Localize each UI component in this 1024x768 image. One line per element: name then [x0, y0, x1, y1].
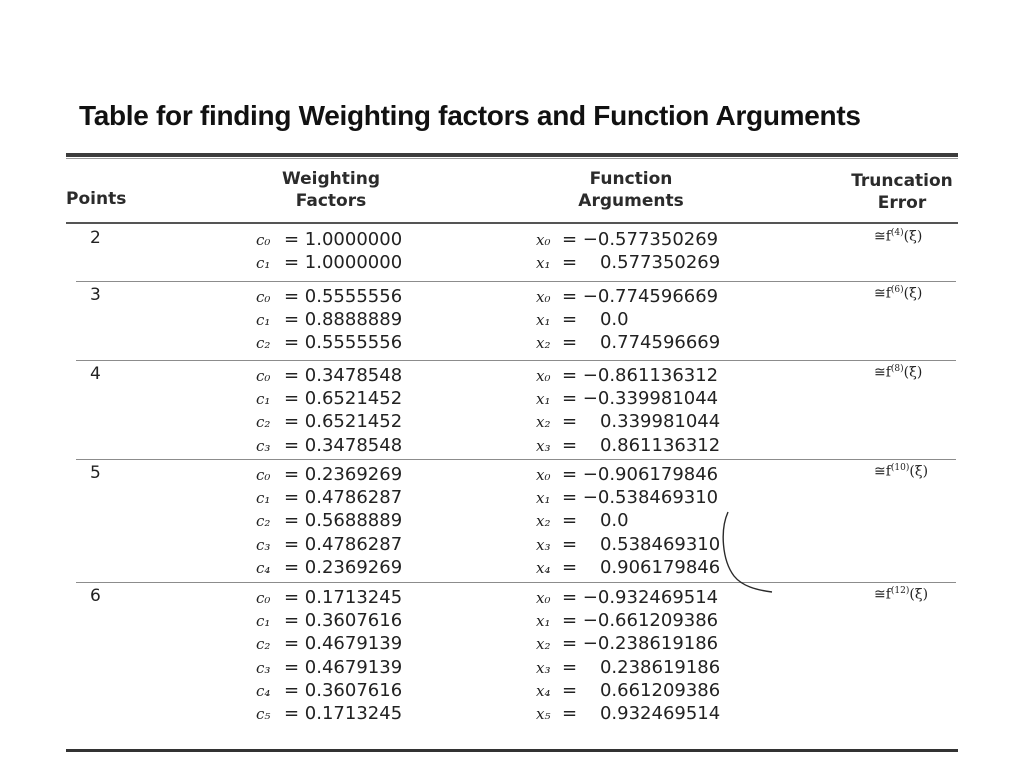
weight-label: c₁ — [256, 311, 271, 330]
argument-line — [536, 285, 720, 308]
argument-value: = −0.577350269 — [562, 229, 719, 250]
argument-line — [536, 308, 720, 331]
weight-value: = 0.4786287 — [284, 533, 403, 555]
function-arguments-cell — [536, 228, 720, 274]
truncation-order: (4) — [890, 228, 904, 238]
truncation-error-value — [874, 285, 922, 302]
argument-value: = −0.238619186 — [562, 633, 719, 655]
weight-line — [256, 556, 402, 579]
truncation-prefix: ≅f — [874, 364, 891, 381]
weight-label: c₀ — [256, 367, 271, 385]
argument-value: = −0.661209386 — [562, 610, 719, 632]
weight-line — [256, 331, 402, 354]
header-weighting-line2: Factors — [295, 191, 367, 211]
weight-label: c₁ — [256, 612, 271, 631]
weight-label: c₂ — [256, 334, 271, 353]
argument-label: x₃ — [536, 658, 551, 677]
truncation-suffix: (ξ) — [903, 228, 923, 245]
truncation-suffix: (ξ) — [909, 586, 929, 603]
argument-label: x₄ — [536, 681, 551, 700]
argument-value: = 0.577350269 — [562, 252, 721, 274]
weight-label: c₀ — [256, 466, 271, 484]
weight-line — [256, 285, 402, 308]
argument-line — [536, 533, 720, 556]
group-separator — [76, 360, 956, 361]
argument-line — [536, 251, 720, 274]
weight-value: = 0.8888889 — [284, 309, 403, 331]
gauss-quadrature-table — [66, 150, 958, 760]
truncation-order: (12) — [890, 586, 910, 596]
argument-label: x₂ — [536, 334, 551, 353]
argument-value: = −0.906179846 — [562, 464, 719, 485]
weight-label: c₄ — [256, 558, 271, 577]
weight-line — [256, 228, 402, 251]
truncation-suffix: (ξ) — [903, 364, 923, 381]
truncation-order: (10) — [890, 463, 910, 473]
points-value: 5 — [90, 463, 101, 483]
weight-line — [256, 486, 402, 509]
weighting-factors-cell — [256, 463, 402, 579]
weight-value: = 0.5688889 — [284, 510, 403, 532]
group-separator — [76, 459, 956, 460]
points-value: 2 — [90, 228, 101, 248]
weight-label: c₁ — [256, 489, 271, 508]
weight-line — [256, 702, 402, 725]
header-function-line2: Arguments — [578, 191, 684, 211]
weight-value: = 0.6521452 — [284, 411, 403, 433]
weight-line — [256, 509, 402, 532]
weight-value: = 0.5555556 — [284, 332, 403, 354]
argument-value: = −0.932469514 — [562, 587, 719, 608]
argument-value: = 0.906179846 — [562, 556, 721, 578]
header-points: Points — [66, 189, 127, 209]
truncation-error-value — [874, 228, 922, 245]
weight-label: c₂ — [256, 635, 271, 654]
argument-label: x₂ — [536, 635, 551, 654]
argument-value: = 0.238619186 — [562, 656, 721, 678]
weight-label: c₅ — [256, 704, 271, 723]
header-truncation-line2: Error — [877, 193, 927, 213]
weight-line — [256, 656, 402, 679]
header-rule — [66, 222, 958, 224]
header-truncation-error — [846, 170, 958, 214]
header-weighting-factors — [261, 168, 401, 212]
weight-value: = 0.6521452 — [284, 388, 403, 410]
group-separator — [76, 582, 956, 583]
weight-line — [256, 679, 402, 702]
truncation-error-value — [874, 586, 928, 603]
argument-line — [536, 609, 720, 632]
weight-value: = 0.3607616 — [284, 679, 403, 701]
table-top-rule-thin — [66, 158, 958, 159]
weight-label: c₁ — [256, 254, 271, 273]
argument-value: = 0.538469310 — [562, 533, 721, 555]
argument-value: = −0.861136312 — [562, 365, 719, 386]
argument-label: x₁ — [536, 254, 551, 273]
argument-line — [536, 632, 720, 655]
truncation-order: (8) — [890, 364, 904, 374]
handwritten-bracket-mark — [716, 510, 776, 600]
argument-value: = 0.0 — [562, 510, 629, 532]
truncation-prefix: ≅f — [874, 285, 891, 302]
argument-label: x₂ — [536, 413, 551, 432]
argument-line — [536, 702, 720, 725]
argument-label: x₁ — [536, 390, 551, 409]
truncation-suffix: (ξ) — [903, 285, 923, 302]
argument-label: x₄ — [536, 558, 551, 577]
weight-label: c₂ — [256, 413, 271, 432]
truncation-suffix: (ξ) — [909, 463, 929, 480]
weight-label: c₄ — [256, 681, 271, 700]
weight-value: = 1.0000000 — [284, 252, 403, 274]
truncation-prefix: ≅f — [874, 463, 891, 480]
points-value: 4 — [90, 364, 101, 384]
argument-label: x₁ — [536, 311, 551, 330]
argument-label: x₀ — [536, 466, 551, 484]
argument-line — [536, 586, 720, 609]
weighting-factors-cell — [256, 364, 402, 457]
weight-line — [256, 364, 402, 387]
header-truncation-line1: Truncation — [851, 171, 953, 191]
argument-line — [536, 331, 720, 354]
argument-line — [536, 679, 720, 702]
weight-line — [256, 308, 402, 331]
weight-line — [256, 251, 402, 274]
weight-value: = 0.5555556 — [284, 286, 403, 307]
function-arguments-cell — [536, 285, 720, 355]
argument-line — [536, 387, 720, 410]
truncation-error-value — [874, 364, 922, 381]
table-top-rule — [66, 153, 958, 157]
weight-label: c₃ — [256, 658, 271, 677]
weighting-factors-cell — [256, 285, 402, 355]
weight-line — [256, 463, 402, 486]
argument-value: = 0.339981044 — [562, 411, 721, 433]
argument-line — [536, 228, 720, 251]
weight-value: = 0.4679139 — [284, 656, 403, 678]
weight-label: c₃ — [256, 436, 271, 455]
weight-label: c₀ — [256, 231, 271, 249]
argument-label: x₁ — [536, 612, 551, 631]
slide-title: Table for finding Weighting factors and Function Arguments — [79, 100, 861, 131]
argument-line — [536, 509, 720, 532]
function-arguments-cell — [536, 463, 720, 579]
weight-value: = 0.3478548 — [284, 434, 403, 456]
argument-label: x₂ — [536, 512, 551, 531]
function-arguments-cell — [536, 364, 720, 457]
argument-line — [536, 486, 720, 509]
argument-value: = 0.661209386 — [562, 679, 721, 701]
weight-value: = 0.3607616 — [284, 610, 403, 632]
weight-line — [256, 533, 402, 556]
weight-label: c₀ — [256, 589, 271, 607]
argument-value: = −0.774596669 — [562, 286, 719, 307]
group-separator — [76, 281, 956, 282]
weight-label: c₁ — [256, 390, 271, 409]
weight-value: = 0.2369269 — [284, 464, 403, 485]
weight-value: = 1.0000000 — [284, 229, 403, 250]
weight-line — [256, 586, 402, 609]
argument-value: = 0.932469514 — [562, 702, 721, 724]
header-function-line1: Function — [589, 169, 673, 189]
points-value: 3 — [90, 285, 101, 305]
weight-value: = 0.3478548 — [284, 365, 403, 386]
points-value: 6 — [90, 586, 101, 606]
header-weighting-line1: Weighting — [282, 169, 380, 189]
argument-label: x₀ — [536, 231, 551, 249]
truncation-error-value — [874, 463, 928, 480]
truncation-prefix: ≅f — [874, 586, 891, 603]
truncation-order: (6) — [890, 285, 904, 295]
function-arguments-cell — [536, 586, 720, 725]
argument-line — [536, 410, 720, 433]
argument-value: = 0.774596669 — [562, 332, 721, 354]
weight-label: c₂ — [256, 512, 271, 531]
weight-value: = 0.4786287 — [284, 487, 403, 509]
table-bottom-rule — [66, 749, 958, 752]
argument-label: x₁ — [536, 489, 551, 508]
weight-line — [256, 387, 402, 410]
argument-line — [536, 463, 720, 486]
weight-value: = 0.1713245 — [284, 587, 403, 608]
weight-line — [256, 434, 402, 457]
argument-line — [536, 556, 720, 579]
weighting-factors-cell — [256, 228, 402, 274]
argument-label: x₀ — [536, 367, 551, 385]
argument-value: = −0.538469310 — [562, 487, 719, 509]
weight-line — [256, 609, 402, 632]
argument-value: = −0.339981044 — [562, 388, 719, 410]
argument-label: x₃ — [536, 436, 551, 455]
weight-value: = 0.4679139 — [284, 633, 403, 655]
weighting-factors-cell — [256, 586, 402, 725]
header-function-arguments — [551, 168, 711, 212]
weight-line — [256, 632, 402, 655]
argument-label: x₃ — [536, 535, 551, 554]
argument-value: = 0.861136312 — [562, 434, 721, 456]
weight-value: = 0.1713245 — [284, 702, 403, 724]
weight-value: = 0.2369269 — [284, 556, 403, 578]
argument-value: = 0.0 — [562, 309, 629, 331]
weight-label: c₀ — [256, 288, 271, 306]
argument-label: x₀ — [536, 589, 551, 607]
argument-line — [536, 434, 720, 457]
weight-line — [256, 410, 402, 433]
argument-line — [536, 656, 720, 679]
weight-label: c₃ — [256, 535, 271, 554]
argument-label: x₀ — [536, 288, 551, 306]
argument-line — [536, 364, 720, 387]
argument-label: x₅ — [536, 704, 551, 723]
truncation-prefix: ≅f — [874, 228, 891, 245]
